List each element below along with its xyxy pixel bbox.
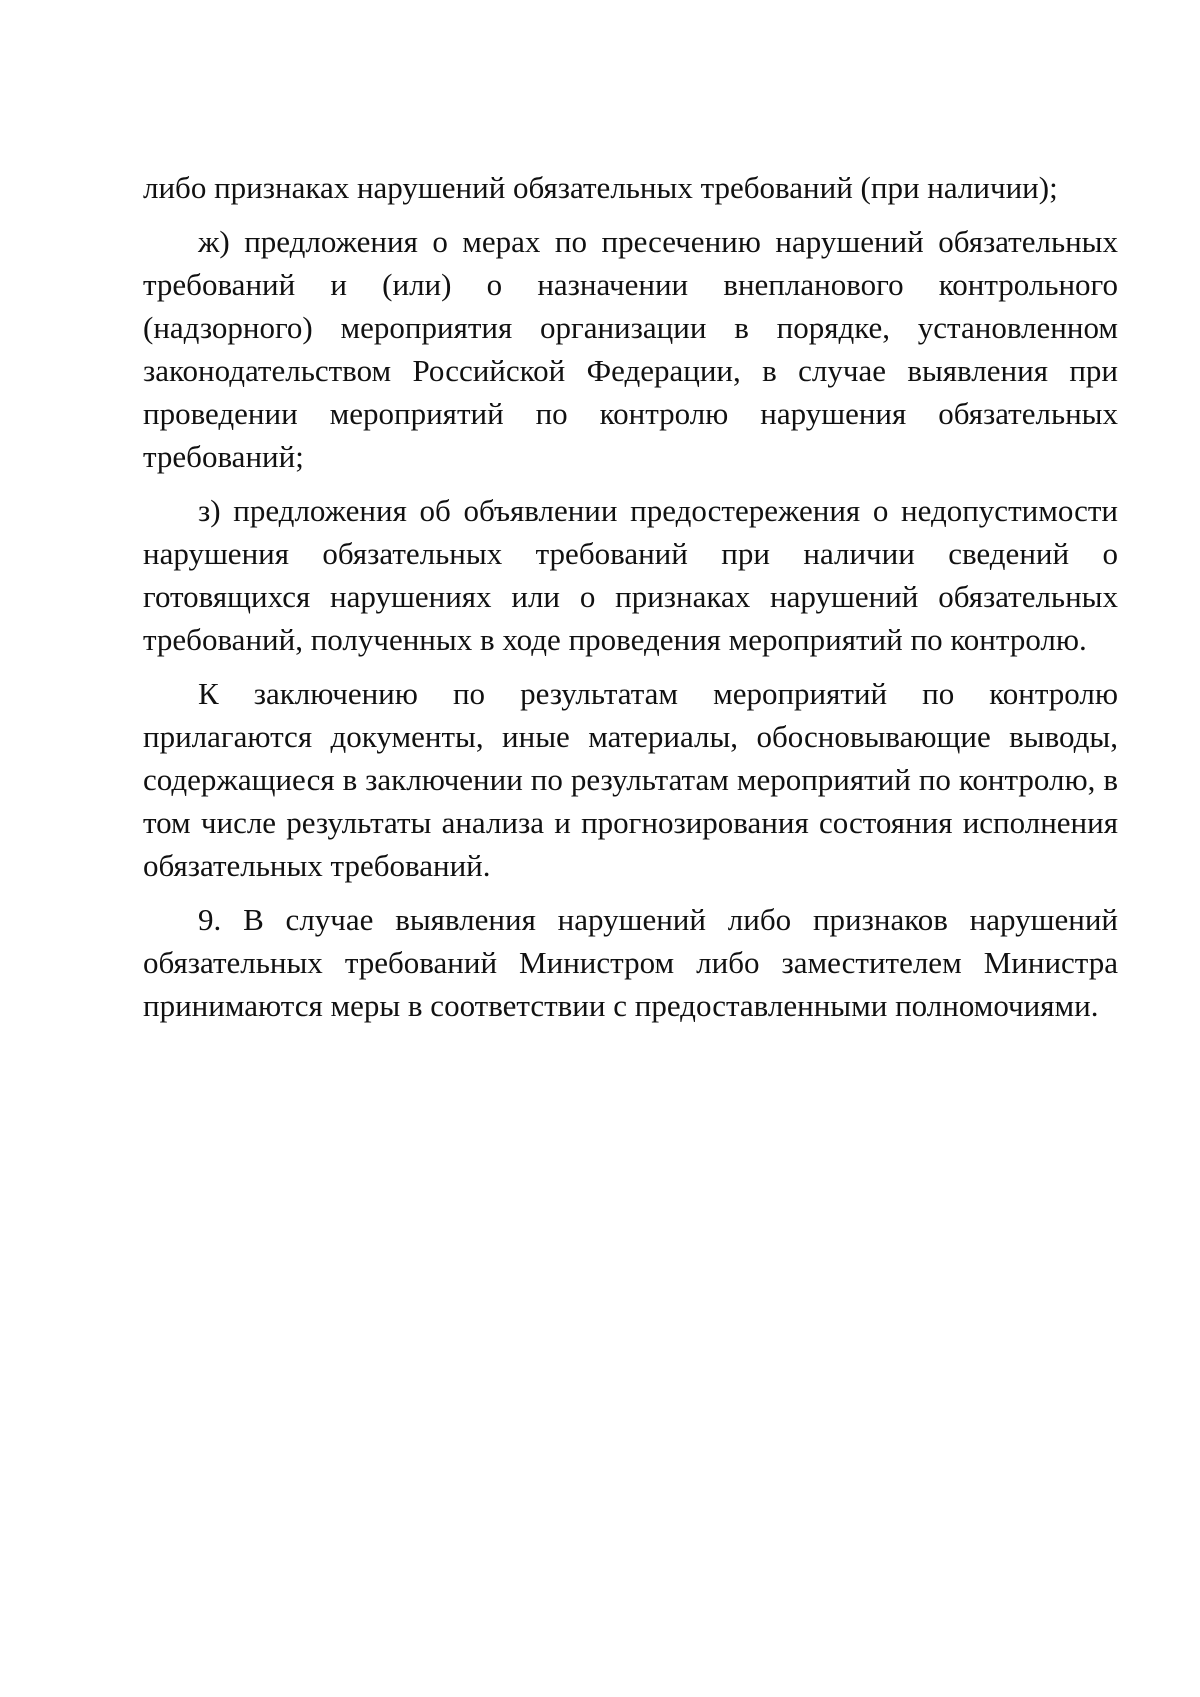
paragraph-section-9: 9. В случае выявления нарушений либо признаков нарушений обязательных требований Министром либо заместителем Министра принимаются меры в соответствии с предоставленными полномочиями.	[143, 902, 1118, 1023]
paragraph-attachments: К заключению по результатам мероприятий по контролю прилагаются документы, иные материалы, обосновывающие выводы, содержащиеся в заключении по результатам мероприятий по контролю, в том числе результаты анализа и прогнозирования состояния исполнения обязательных требований.	[143, 676, 1118, 883]
paragraph-item-z: з) предложения об объявлении предостережения о недопустимости нарушения обязательных требований при наличии сведений о готовящихся нарушениях или о признаках нарушений обязательных требований, полученных в ходе проведения мероприятий по контролю.	[143, 493, 1118, 657]
paragraph-continuation: либо признаках нарушений обязательных требований (при наличии);	[143, 170, 1058, 205]
document-body	[143, 166, 1118, 1038]
paragraph-item-zh: ж) предложения о мерах по пресечению нарушений обязательных требований и (или) о назначении внепланового контрольного (надзорного) мероприятия организации в порядке, установленном законодательством Российской Федерации, в случае выявления при проведении мероприятий по контролю нарушения обязательных требований;	[143, 224, 1118, 474]
